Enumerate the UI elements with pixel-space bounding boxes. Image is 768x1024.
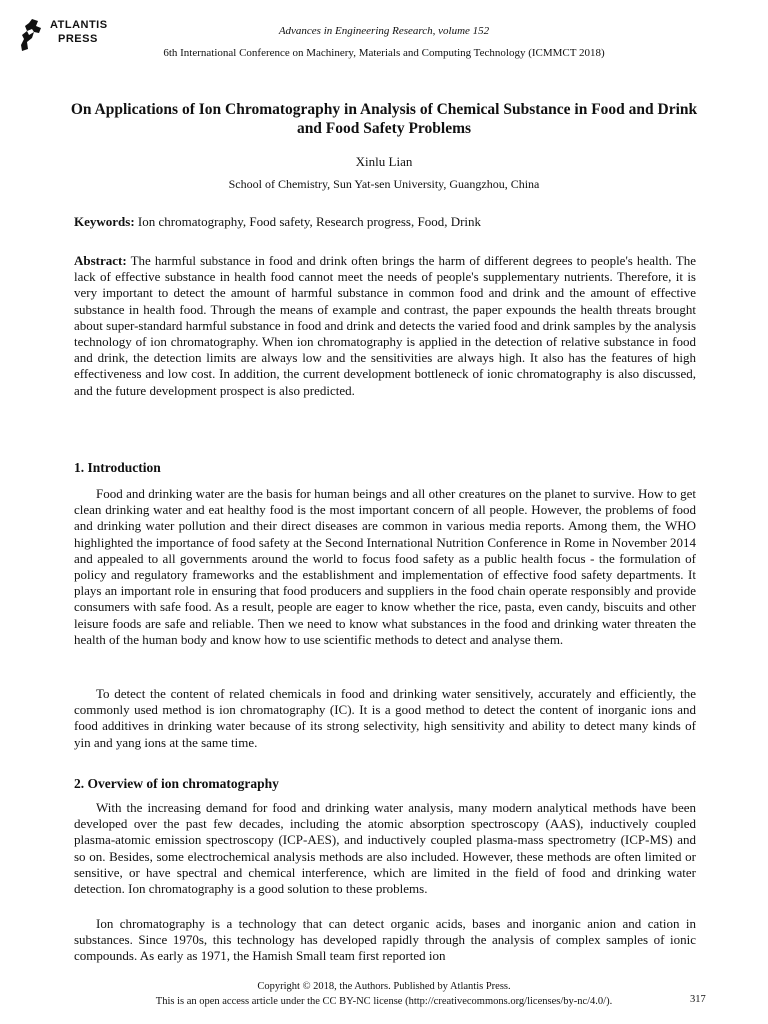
author-name: Xinlu Lian [355,154,413,169]
section-heading-overview: 2. Overview of ion chromatography [74,776,279,791]
copyright-notice: Copyright © 2018, the Authors. Published by Atlantis Press. [257,981,511,992]
license-notice: This is an open access article under the CC BY-NC license (http://creativecommons.org/licenses/by-nc/4.0/). [155,996,613,1007]
page-number: 317 [690,994,706,1005]
paragraph: To detect the content of related chemicals in food and drinking water sensitively, accurately and efficiently, the commonly used method is ion chromatography (IC). It is a good method to detect the content of inorganic ions and food additives in drinking water because of its strong selectivity, high sensitivity and ability to detect many kinds of yin and yang ions at the same time. [74,686,696,750]
author-affiliation: School of Chemistry, Sun Yat-sen University, Guangzhou, China [228,177,540,191]
publisher-name-line2: PRESS [58,33,98,45]
paragraph: With the increasing demand for food and drinking water analysis, many modern analytical methods have been developed over the past few decades, including the atomic absorption spectroscopy (AAS), inductively coupled plasma-atomic emission spectroscopy (ICP-AES), and inductively coupled plasma-mass spectrometry (ICP-MS) and so on. Besides, some electrochemical analysis methods are also included. However, these methods are often limited or sensitive, or have spectral and chemical interference, which are limited in the field of food and drinking water detection. Ion chromatography is a good solution to these problems. [74,800,696,897]
conference-name: 6th International Conference on Machinery, Materials and Computing Technology (ICMMCT 2018) [163,47,605,59]
keywords-text: Ion chromatography, Food safety, Research progress, Food, Drink [137,214,482,229]
journal-series: Advances in Engineering Research, volume 152 [278,25,490,37]
paper-title: On Applications of Ion Chromatography in Analysis of Chemical Substance in Food and Drink and Food Safety Problems [70,101,698,137]
abstract [74,253,696,399]
abstract-text: The harmful substance in food and drink often brings the harm of different degrees to people's health. The lack of effective substance in health food cannot meet the needs of people's supplementary nutrients. Therefore, it is very important to detect the amount of harmful substance in common food and drink and the amount of effective substance in health food. Through the means of example and contrast, the paper expounds the health threats brought about super-standard harmful substance in food and drink and detects the varied food and drink samples by the analysis technology of ion chromatography. When ion chromatography is applied in the detection of relative substance in food and drink, the detection limits are always low and the sensitivities are always high. It also has the features of high effectiveness and low cost. In addition, the current development bottleneck of ionic chromatography is also discussed, and the future development prospect is also predicted. [74,253,697,398]
abstract-label: Abstract: [74,253,127,268]
keywords-label: Keywords: [74,214,135,229]
paragraph: Food and drinking water are the basis for human beings and all other creatures on the planet to survive. How to get clean drinking water and eat healthy food is the most important concern of all people. However, the problems of food and drinking water pollution and their direct diseases are common in various media reports. Among them, the WHO highlighted the importance of food safety at the Second International Nutrition Conference in Rome in November 2014 and appealed to all governments around the world to focus food safety as a public health focus - the formulation of policy and regulatory frameworks and the establishment and implementation of effective food safety departments. It plays an important role in ensuring that food producers and suppliers in the food chain operate responsibly and provide consumers with safe food. As a result, people are eager to know whether the rice, pasta, even candy, biscuits and other leisure foods are safe and reliable. Then we need to know what substances in the food and drinking water threaten the health of the human body and know how to use scientific methods to detect and analyse them. [74,486,696,647]
section-heading-introduction: 1. Introduction [74,460,161,475]
publisher-name-line1: ATLANTIS [50,19,108,31]
paragraph: Ion chromatography is a technology that can detect organic acids, bases and inorganic anion and cation in substances. Since 1970s, this technology has developed rapidly through the analysis of complex samples of ionic compounds. As early as 1971, the Hamish Small team first reported ion [74,916,696,964]
keywords [74,214,696,230]
